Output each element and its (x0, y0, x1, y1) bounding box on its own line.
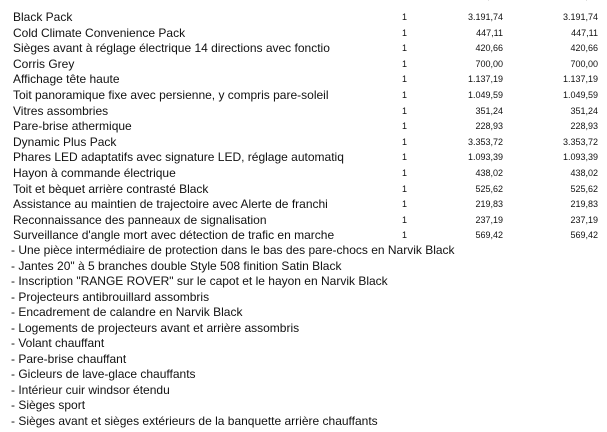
line-item-qty: 1 (402, 90, 408, 100)
equipment-bullet-item: - Sièges sport (11, 398, 86, 412)
line-item-unit-price: 351,24 (475, 105, 503, 116)
line-item-row (0, 119, 607, 135)
line-item-name: Phares LED adaptatifs avec signature LED, réglage automatiq (13, 150, 344, 165)
line-item-row (0, 104, 607, 120)
line-item-row (0, 135, 607, 151)
line-item-total: 420,66 (570, 43, 598, 54)
line-item-total: 219,83 (570, 199, 598, 210)
line-item-unit-price: 228,93 (475, 121, 503, 132)
line-item-name: Hayon à commande électrique (13, 166, 176, 180)
line-item-name: Assistance au maintien de trajectoire avec Alerte de franchi (13, 197, 328, 212)
line-item-total: 3.191,74 (562, 12, 598, 22)
line-item-unit-price: 3.353,72 (467, 136, 503, 147)
line-item-row (0, 213, 607, 229)
line-item-total: 525,62 (570, 183, 598, 194)
line-item-qty: 1 (402, 12, 408, 22)
line-item-name: Reconnaissance des panneaux de signalisation (13, 212, 267, 227)
equipment-bullet-item: - Sièges avant et sièges extérieurs de la banquette arrière chauffants (11, 413, 378, 428)
line-item-name: Affichage tête haute (13, 72, 120, 87)
line-item-total: 438,02 (570, 168, 598, 178)
line-item-qty: 1 (402, 74, 408, 85)
line-item-qty: 1 (402, 168, 408, 178)
line-item-name: Toit panoramique fixe avec persienne, y compris pare-soleil (13, 88, 329, 102)
line-item-unit-price: 219,83 (475, 199, 503, 210)
line-item-row (0, 10, 607, 26)
line-item-qty: 1 (402, 105, 408, 116)
line-item-unit-price: 569,42 (475, 230, 503, 241)
equipment-bullet-item: - Pare-brise chauffant (11, 351, 127, 366)
cut-off-row (0, 0, 607, 3)
line-item-total: 228,93 (570, 121, 598, 132)
line-item-unit-price: 1.049,59 (467, 90, 503, 100)
line-item-total: 1.137,19 (562, 74, 598, 85)
equipment-bullet-item: - Inscription "RANGE ROVER" sur le capot et le hayon en Narvik Black (11, 274, 388, 288)
equipment-bullet-item: - Une pièce intermédiaire de protection dans le bas des pare-chocs en Narvik Black (11, 243, 455, 257)
equipment-bullet-item: - Gicleurs de lave-glace chauffants (11, 367, 196, 381)
line-item-total: 569,42 (570, 230, 598, 241)
line-item-unit-price: 237,19 (475, 214, 503, 225)
line-item-total: 447,11 (571, 27, 598, 38)
line-item-name: Pare-brise athermique (13, 119, 132, 134)
line-item-unit-price: 1.137,19 (467, 74, 503, 85)
line-item-qty: 1 (402, 152, 408, 163)
line-item-qty: 1 (402, 121, 408, 132)
equipment-bullet-item: - Volant chauffant (11, 336, 105, 350)
line-item-qty: 1 (402, 199, 408, 210)
equipment-bullet-item: - Jantes 20" à 5 branches double Style 508 finition Satin Black (11, 258, 342, 273)
line-item-name: Sièges avant à réglage électrique 14 directions avec fonctio (13, 41, 330, 56)
line-item-qty: 1 (402, 136, 408, 147)
line-item-row (0, 57, 607, 73)
equipment-bullet-item: - Intérieur cuir windsor étendu (11, 382, 170, 397)
line-item-name: Vitres assombries (13, 103, 109, 118)
line-item-row (0, 26, 607, 42)
line-item-qty: 1 (402, 230, 408, 241)
line-item-name: Cold Climate Convenience Pack (13, 25, 186, 40)
line-item-qty: 1 (402, 27, 408, 38)
line-item-qty: 1 (402, 214, 408, 225)
line-item-row (0, 197, 607, 213)
line-item-total: 700,00 (570, 58, 598, 69)
equipment-bullet-item: - Projecteurs antibrouillard assombris (11, 289, 210, 304)
line-item-qty: 1 (402, 183, 408, 194)
line-item-unit-price: 447,11 (476, 27, 503, 38)
line-item-total: 3.353,72 (562, 136, 598, 147)
line-item-unit-price: 1.093,39 (467, 152, 503, 163)
line-item-row (0, 150, 607, 166)
line-item-row (0, 228, 607, 244)
cut-row-unit-price (465, 0, 500, 1)
line-item-name: Black Pack (13, 10, 73, 24)
line-item-name: Corris Grey (13, 56, 75, 71)
line-item-row (0, 166, 607, 182)
equipment-bullet-item: - Logements de projecteurs avant et arrière assombris (11, 320, 300, 335)
line-item-unit-price: 420,66 (475, 43, 503, 54)
cut-row-total (563, 0, 598, 1)
line-item-qty: 1 (402, 43, 408, 54)
line-item-unit-price: 700,00 (475, 58, 503, 69)
line-item-name: Surveillance d'angle mort avec détection de trafic en marche (13, 228, 335, 243)
line-item-total: 237,19 (570, 214, 598, 225)
line-item-row (0, 88, 607, 104)
line-item-row (0, 182, 607, 198)
line-item-qty: 1 (402, 58, 408, 69)
line-item-unit-price: 525,62 (475, 183, 503, 194)
line-item-total: 1.049,59 (562, 90, 598, 100)
line-item-row (0, 72, 607, 88)
line-item-total: 1.093,39 (562, 152, 598, 163)
line-item-row (0, 41, 607, 57)
line-item-total: 351,24 (570, 105, 598, 116)
equipment-bullet-item: - Encadrement de calandre en Narvik Black (11, 305, 243, 319)
line-item-unit-price: 3.191,74 (467, 12, 503, 22)
line-item-name: Toit et bèquet arrière contrasté Black (13, 181, 209, 196)
line-item-unit-price: 438,02 (475, 168, 503, 178)
cut-row-qty (402, 0, 407, 1)
line-item-name: Dynamic Plus Pack (13, 134, 117, 149)
